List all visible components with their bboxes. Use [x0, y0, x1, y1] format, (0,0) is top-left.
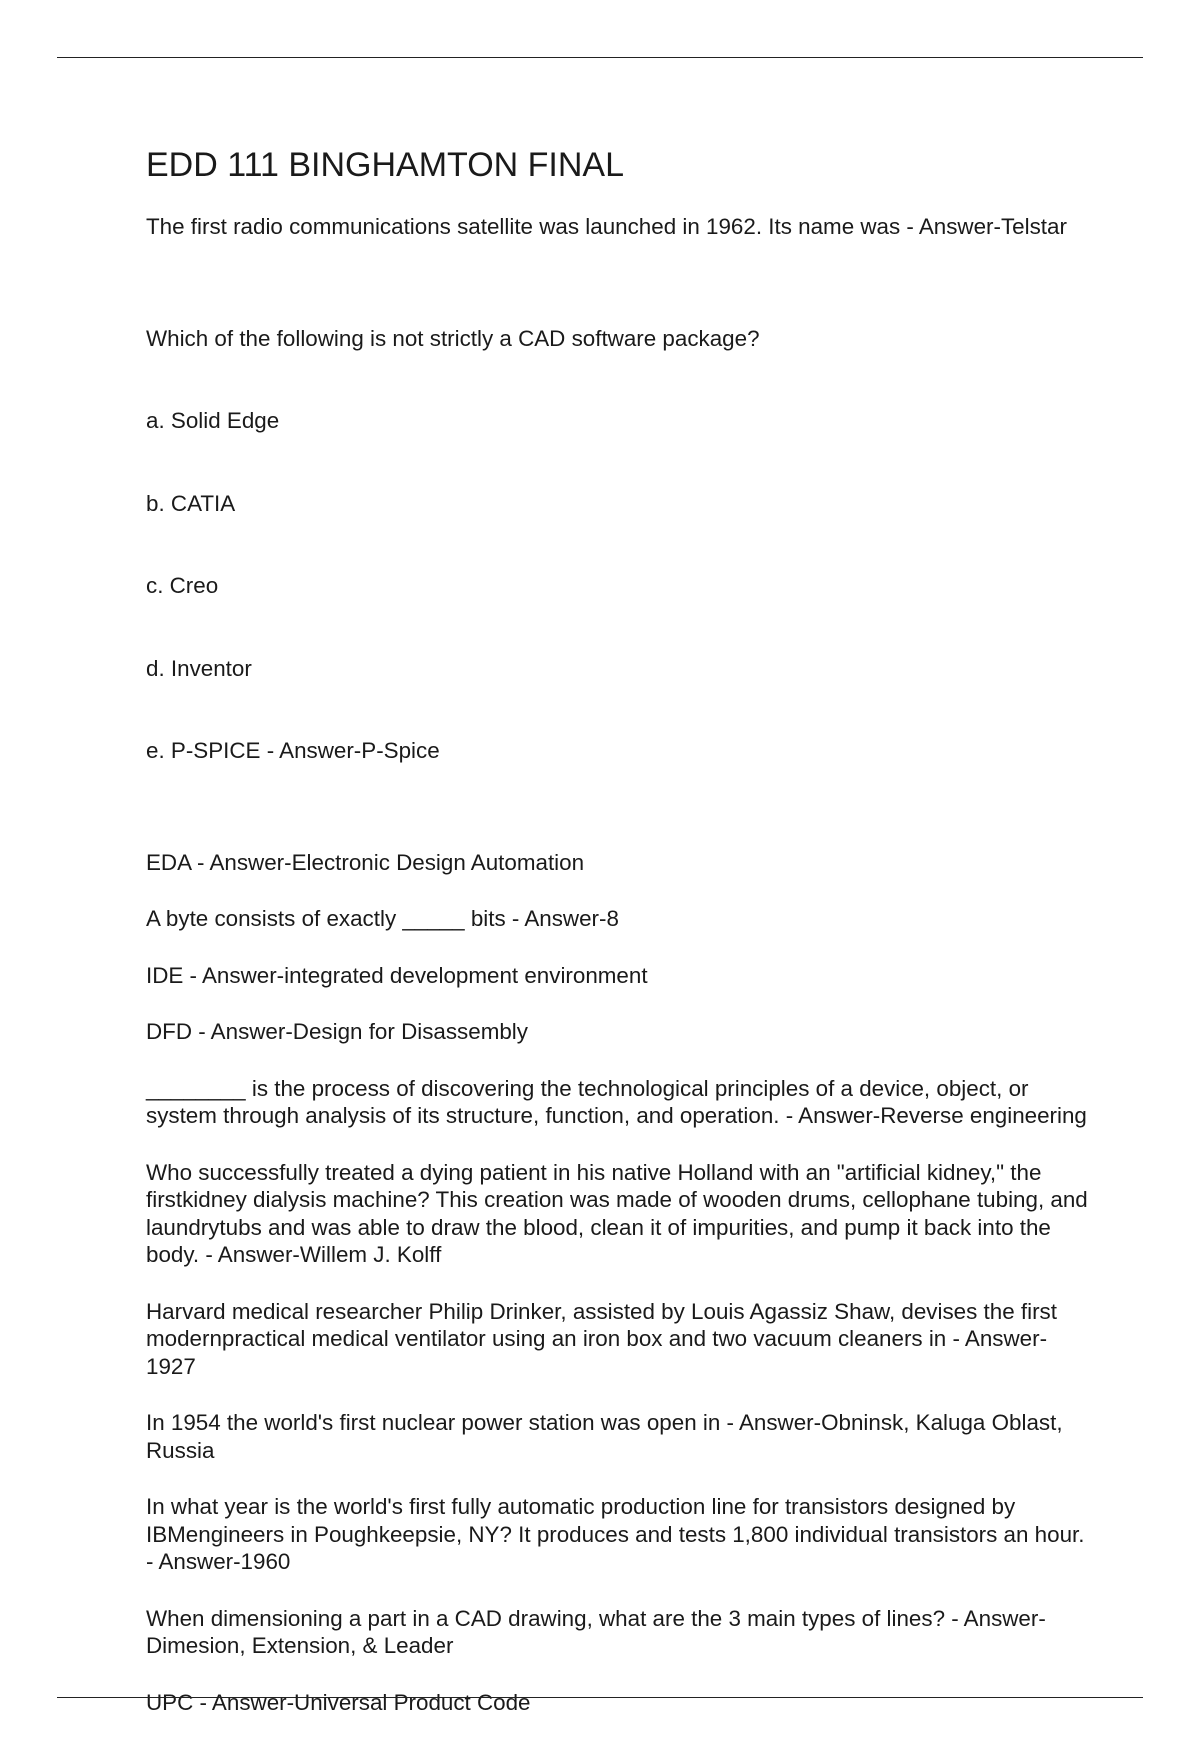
- qa-item: EDA - Answer-Electronic Design Automation: [146, 849, 585, 875]
- qa-item-multiple-choice: [146, 270, 1096, 820]
- option-c: c. Creo: [146, 573, 219, 598]
- document-body: [146, 143, 1096, 1745]
- qa-item: The first radio communications satellite was launched in 1962. Its name was - Answer-Telstar: [146, 214, 1067, 239]
- option-e: e. P-SPICE - Answer-P-Spice: [146, 738, 440, 763]
- qa-item: DFD - Answer-Design for Disassembly: [146, 1019, 528, 1044]
- document-title: EDD 111 BINGHAMTON FINAL: [146, 146, 624, 184]
- qa-item: A byte consists of exactly _____ bits - Answer-8: [146, 906, 619, 931]
- option-a: a. Solid Edge: [146, 408, 280, 433]
- qa-item: ________ is the process of discovering the technological principles of a device, object, or system through analysis of its structure, function, and operation. - Answer-Reverse engineering: [146, 1075, 1087, 1128]
- option-b: b. CATIA: [146, 490, 236, 516]
- bottom-divider: [57, 1697, 1143, 1698]
- qa-item: Harvard medical researcher Philip Drinker, assisted by Louis Agassiz Shaw, devises the first modernpractical medical ventilator using an iron box and two vacuum cleaners in - Answer-1927: [146, 1298, 1064, 1379]
- qa-item: IDE - Answer-integrated development environment: [146, 962, 648, 988]
- qa-item: Who successfully treated a dying patient in his native Holland with an "artificial kidney," the firstkidney dialysis machine? This creation was made of wooden drums, cellophane tubing, and laundrytubs and was able to draw the blood, clean it of impurities, and pump it back into the body. - Answer-Willem J. Kolff: [146, 1159, 1094, 1267]
- question-text: Which of the following is not strictly a CAD software package?: [146, 325, 760, 351]
- qa-item: UPC - Answer-Universal Product Code: [146, 1689, 531, 1715]
- qa-item: When dimensioning a part in a CAD drawing, what are the 3 main types of lines? - Answer-Dimesion, Extension, & Leader: [146, 1605, 1046, 1658]
- qa-item: In 1954 the world's first nuclear power station was open in - Answer-Obninsk, Kaluga Oblast, Russia: [146, 1410, 1069, 1463]
- top-divider: [57, 57, 1143, 58]
- option-d: d. Inventor: [146, 655, 252, 681]
- qa-item: In what year is the world's first fully automatic production line for transistors designed by IBMengineers in Poughkeepsie, NY? It produces and tests 1,800 individual transistors an hour. - Answer-1960: [146, 1494, 1091, 1574]
